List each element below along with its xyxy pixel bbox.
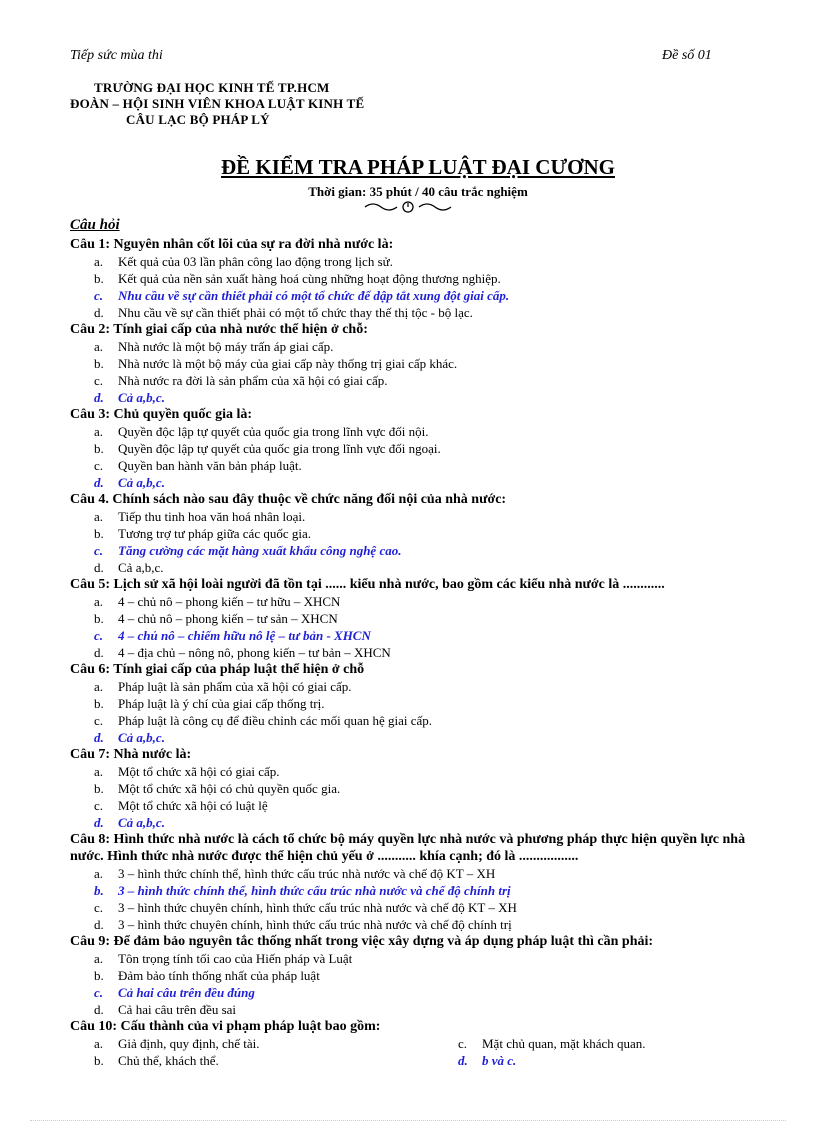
option-label: b. xyxy=(94,781,104,796)
option-label: d. xyxy=(458,1053,468,1068)
option-label: b. xyxy=(94,1053,104,1068)
option-text: Tăng cường các mặt hàng xuất khẩu công nghệ cao. xyxy=(118,543,402,558)
answer-option-c xyxy=(70,627,782,644)
option-label: a. xyxy=(94,594,104,609)
option-label: c. xyxy=(94,288,104,303)
option-label: d. xyxy=(94,730,104,745)
question-6: Câu 6: Tính giai cấp của pháp luật thể hiện ở chỗ xyxy=(70,662,365,677)
answer-option-c xyxy=(70,287,782,304)
option-label: c. xyxy=(94,458,104,473)
option-label: a. xyxy=(94,424,104,439)
option-text: Nhà nước là một bộ máy của giai cấp này thống trị giai cấp khác. xyxy=(118,356,458,371)
option-text: Tương trợ tư pháp giữa các quốc gia. xyxy=(118,526,311,541)
answer-option-c xyxy=(70,457,782,474)
answer-option-b xyxy=(70,780,782,797)
option-label: b. xyxy=(94,526,104,541)
option-text: Giả định, quy định, chế tài. xyxy=(118,1036,260,1051)
option-text: 3 – hình thức chính thể, hình thức cấu trúc nhà nước và chế độ chính trị xyxy=(118,883,511,898)
option-text: Pháp luật là sản phẩm của xã hội có giai cấp. xyxy=(118,679,352,694)
option-text: Nhà nước ra đời là sản phẩm của xã hội có giai cấp. xyxy=(118,373,388,388)
option-label: b. xyxy=(94,883,104,898)
option-text: Cả a,b,c. xyxy=(118,730,165,745)
option-label: b. xyxy=(94,968,104,983)
option-label: d. xyxy=(94,390,104,405)
option-text: Nhà nước là một bộ máy trấn áp giai cấp. xyxy=(118,339,334,354)
org-university: TRƯỜNG ĐẠI HỌC KINH TẾ TP.HCM xyxy=(94,80,330,95)
option-label: b. xyxy=(94,611,104,626)
option-label: c. xyxy=(94,985,104,1000)
option-text: Đảm bảo tính thống nhất của pháp luật xyxy=(118,968,320,983)
answer-option-d xyxy=(434,1052,816,1069)
option-text: Pháp luật là ý chí của giai cấp thống trị. xyxy=(118,696,325,711)
answer-option-d xyxy=(70,1001,782,1018)
option-label: d. xyxy=(94,560,104,575)
answer-option-c xyxy=(434,1035,816,1052)
answer-option-d xyxy=(70,814,782,831)
answer-option-d xyxy=(70,729,782,746)
option-label: d. xyxy=(94,917,104,932)
header-series-title: Tiếp sức mùa thi xyxy=(70,48,163,63)
answer-option-b xyxy=(70,440,782,457)
question-10: Câu 10: Cấu thành của vi phạm pháp luật bao gồm: xyxy=(70,1019,381,1034)
page-bottom-border xyxy=(30,1120,786,1121)
question-2: Câu 2: Tính giai cấp của nhà nước thể hiện ở chỗ: xyxy=(70,322,368,337)
answer-option-a xyxy=(70,593,782,610)
option-label: a. xyxy=(94,679,104,694)
option-label: a. xyxy=(94,339,104,354)
option-label: b. xyxy=(94,696,104,711)
question-4: Câu 4. Chính sách nào sau đây thuộc về chức năng đối nội của nhà nước: xyxy=(70,492,507,507)
answer-option-a xyxy=(70,423,782,440)
question-list xyxy=(70,236,782,1069)
option-text: 3 – hình thức chính thể, hình thức cấu trúc nhà nước và chế độ KT – XH xyxy=(118,866,496,881)
option-text: Cả a,b,c. xyxy=(118,560,164,575)
option-text: Nhu cầu về sự cần thiết phải có một tổ chức thay thế thị tộc - bộ lạc. xyxy=(118,305,473,320)
question-8: Câu 8: Hình thức nhà nước là cách tổ chức bộ máy quyền lực nhà nước và phương pháp thực hiện quyền lực nhà nước. Hình thức nhà nước được thể hiện chủ yếu ở ........... khía cạnh; đó là ................. xyxy=(70,832,746,864)
option-label: c. xyxy=(458,1036,468,1051)
option-label: c. xyxy=(94,713,104,728)
option-label: c. xyxy=(94,628,104,643)
answer-option-c xyxy=(70,984,782,1001)
page-title: ĐỀ KIỂM TRA PHÁP LUẬT ĐẠI CƯƠNG xyxy=(221,155,615,179)
option-text: Quyền độc lập tự quyết của quốc gia trong lĩnh vực đối ngoại. xyxy=(118,441,441,456)
option-text: Cả hai câu trên đều đúng xyxy=(118,985,255,1000)
question-1: Câu 1: Nguyên nhân cốt lõi của sự ra đời nhà nước là: xyxy=(70,237,394,252)
answer-option-b xyxy=(70,695,782,712)
answer-option-b xyxy=(70,882,782,899)
header-exam-number: Đề số 01 xyxy=(662,48,712,63)
exam-duration: Thời gian: 35 phút / 40 câu trắc nghiệm xyxy=(308,184,528,199)
option-text: Cả a,b,c. xyxy=(118,390,165,405)
section-heading: Câu hỏi xyxy=(70,217,120,233)
option-label: a. xyxy=(94,254,104,269)
question-5: Câu 5: Lịch sử xã hội loài người đã tồn tại ...... kiểu nhà nước, bao gồm các kiểu nhà nước là ............ xyxy=(70,577,665,592)
option-text: Cả a,b,c. xyxy=(118,475,165,490)
answer-option-d xyxy=(70,389,782,406)
option-text: Một tổ chức xã hội có chủ quyền quốc gia. xyxy=(118,781,341,796)
answer-option-b xyxy=(70,355,782,372)
answer-option-b xyxy=(70,525,782,542)
option-text: Một tổ chức xã hội có giai cấp. xyxy=(118,764,280,779)
option-label: a. xyxy=(94,951,104,966)
question-9: Câu 9: Để đảm bảo nguyên tắc thống nhất trong việc xây dựng và áp dụng pháp luật thì cần phải: xyxy=(70,934,654,949)
option-label: a. xyxy=(94,764,104,779)
option-text: Tôn trọng tính tối cao của Hiến pháp và Luật xyxy=(118,951,353,966)
answer-option-a xyxy=(70,950,782,967)
option-label: b. xyxy=(94,356,104,371)
option-text: Tiếp thu tinh hoa văn hoá nhân loại. xyxy=(118,509,306,524)
option-label: a. xyxy=(94,1036,104,1051)
answer-option-d xyxy=(70,644,782,661)
option-text: 4 – chủ nô – chiếm hữu nô lệ – tư bản - XHCN xyxy=(118,628,371,643)
option-label: c. xyxy=(94,543,104,558)
option-text: Mặt chủ quan, mặt khách quan. xyxy=(482,1036,646,1051)
option-text: Quyền độc lập tự quyết của quốc gia trong lĩnh vực đối nội. xyxy=(118,424,429,439)
answer-option-a xyxy=(70,865,782,882)
option-text: Một tổ chức xã hội có luật lệ xyxy=(118,798,268,813)
answer-option-a xyxy=(70,338,782,355)
answer-option-d xyxy=(70,304,782,321)
option-text: 4 – chủ nô – phong kiến – tư sản – XHCN xyxy=(118,611,338,626)
option-text: Nhu cầu về sự cần thiết phải có một tổ chức để dập tắt xung đột giai cấp. xyxy=(118,288,510,303)
answer-option-d xyxy=(70,474,782,491)
answer-option-d xyxy=(70,559,782,576)
answer-option-b xyxy=(70,270,782,287)
answer-option-b xyxy=(70,967,782,984)
option-label: d. xyxy=(94,645,104,660)
option-label: c. xyxy=(94,798,104,813)
option-text: b và c. xyxy=(482,1053,517,1068)
option-text: 4 – địa chủ – nông nô, phong kiến – tư bản – XHCN xyxy=(118,645,391,660)
option-text: 3 – hình thức chuyên chính, hình thức cấu trúc nhà nước và chế độ chính trị xyxy=(118,917,512,932)
answer-option-c xyxy=(70,712,782,729)
option-text: Quyền ban hành văn bản pháp luật. xyxy=(118,458,302,473)
answer-option-c xyxy=(70,542,782,559)
org-union: ĐOÀN – HỘI SINH VIÊN KHOA LUẬT KINH TẾ xyxy=(70,96,365,111)
answer-option-c xyxy=(70,797,782,814)
option-label: d. xyxy=(94,305,104,320)
option-text: Kết quả của nền sản xuất hàng hoá cùng những hoạt động thương nghiệp. xyxy=(118,271,501,286)
option-text: Cả hai câu trên đều sai xyxy=(118,1002,237,1017)
answer-option-c xyxy=(70,899,782,916)
answer-option-a xyxy=(70,1035,458,1052)
answer-option-b xyxy=(70,1052,458,1069)
answer-option-a xyxy=(70,763,782,780)
question-7: Câu 7: Nhà nước là: xyxy=(70,747,192,762)
two-column-options xyxy=(70,1035,782,1069)
answer-option-b xyxy=(70,610,782,627)
answer-option-d xyxy=(70,916,782,933)
option-text: Kết quả của 03 lần phân công lao động trong lịch sử. xyxy=(118,254,393,269)
option-text: 4 – chủ nô – phong kiến – tư hữu – XHCN xyxy=(118,594,341,609)
option-label: d. xyxy=(94,1002,104,1017)
option-label: c. xyxy=(94,373,104,388)
option-text: Chủ thể, khách thể. xyxy=(118,1053,219,1068)
option-label: b. xyxy=(94,441,104,456)
answer-option-c xyxy=(70,372,782,389)
answer-option-a xyxy=(70,508,782,525)
option-label: a. xyxy=(94,866,104,881)
org-club: CÂU LẠC BỘ PHÁP LÝ xyxy=(126,112,270,127)
option-text: 3 – hình thức chuyên chính, hình thức cấu trúc nhà nước và chế độ KT – XH xyxy=(118,900,517,915)
option-label: b. xyxy=(94,271,104,286)
option-label: d. xyxy=(94,815,104,830)
option-text: Cả a,b,c. xyxy=(118,815,165,830)
option-label: a. xyxy=(94,509,104,524)
option-label: c. xyxy=(94,900,104,915)
answer-option-a xyxy=(70,678,782,695)
answer-option-a xyxy=(70,253,782,270)
decorative-divider-icon xyxy=(0,200,816,217)
question-3: Câu 3: Chủ quyền quốc gia là: xyxy=(70,407,253,422)
option-label: d. xyxy=(94,475,104,490)
option-text: Pháp luật là công cụ để điều chỉnh các mối quan hệ giai cấp. xyxy=(118,713,433,728)
